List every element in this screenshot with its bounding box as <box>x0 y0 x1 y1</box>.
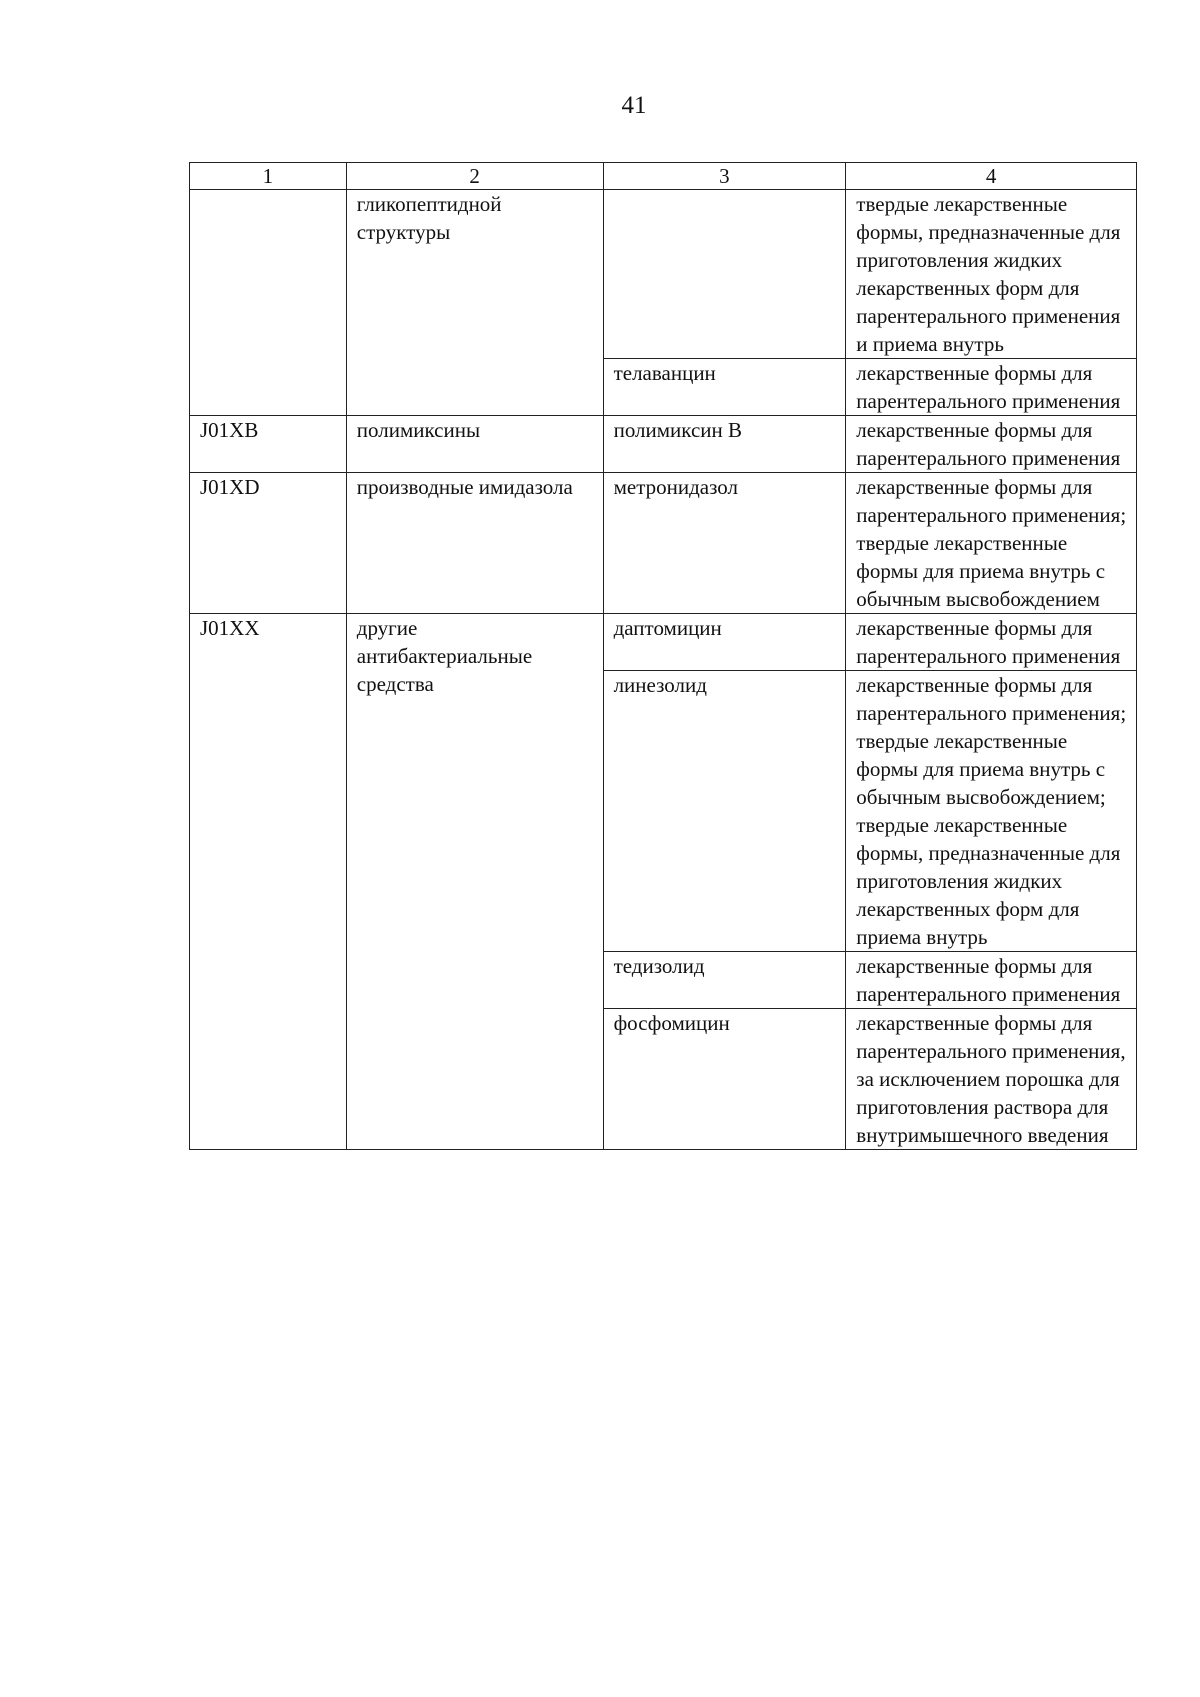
dosage-form-cell: лекарственные формы для парентерального применения <box>846 416 1137 473</box>
table-row <box>190 416 1137 473</box>
drug-name-cell: метронидазол <box>603 473 846 614</box>
group-name-cell: другие антибактериальные средства <box>346 614 603 1150</box>
table-header-row <box>190 163 1137 190</box>
atc-code-cell: J01XB <box>190 416 347 473</box>
table-row <box>190 190 1137 359</box>
drug-name-cell: линезолид <box>603 671 846 952</box>
dosage-form-cell: лекарственные формы для парентерального применения; твердые лекарственные формы для приема внутрь с обычным высвобождением <box>846 473 1137 614</box>
atc-code-cell: J01XD <box>190 473 347 614</box>
dosage-form-cell: лекарственные формы для парентерального применения; твердые лекарственные формы для приема внутрь с обычным высвобождением; твердые лекарственные формы, предназначенные для приготовления жидких лекарственных форм для приема внутрь <box>846 671 1137 952</box>
drug-list-table <box>189 162 1137 1150</box>
column-header-2: 2 <box>346 163 603 190</box>
atc-code-cell: J01XX <box>190 614 347 1150</box>
column-header-3: 3 <box>603 163 846 190</box>
dosage-form-cell: лекарственные формы для парентерального применения <box>846 614 1137 671</box>
drug-name-cell: фосфомицин <box>603 1009 846 1150</box>
dosage-form-cell: лекарственные формы для парентерального применения <box>846 952 1137 1009</box>
table-row <box>190 473 1137 614</box>
drug-name-cell: тедизолид <box>603 952 846 1009</box>
dosage-form-cell: твердые лекарственные формы, предназначенные для приготовления жидких лекарственных форм для парентерального применения и приема внутрь <box>846 190 1137 359</box>
drug-name-cell: даптомицин <box>603 614 846 671</box>
group-name-cell: производные имидазола <box>346 473 603 614</box>
atc-code-cell <box>190 190 347 416</box>
dosage-form-cell: лекарственные формы для парентерального применения, за исключением порошка для приготовления раствора для внутримышечного введения <box>846 1009 1137 1150</box>
group-name-cell: гликопептидной структуры <box>346 190 603 416</box>
column-header-4: 4 <box>846 163 1137 190</box>
drug-name-cell <box>603 190 846 359</box>
drug-name-cell: полимиксин В <box>603 416 846 473</box>
dosage-form-cell: лекарственные формы для парентерального применения <box>846 359 1137 416</box>
drug-name-cell: телаванцин <box>603 359 846 416</box>
table-row <box>190 614 1137 671</box>
column-header-1: 1 <box>190 163 347 190</box>
group-name-cell: полимиксины <box>346 416 603 473</box>
page-number: 41 <box>621 92 647 119</box>
